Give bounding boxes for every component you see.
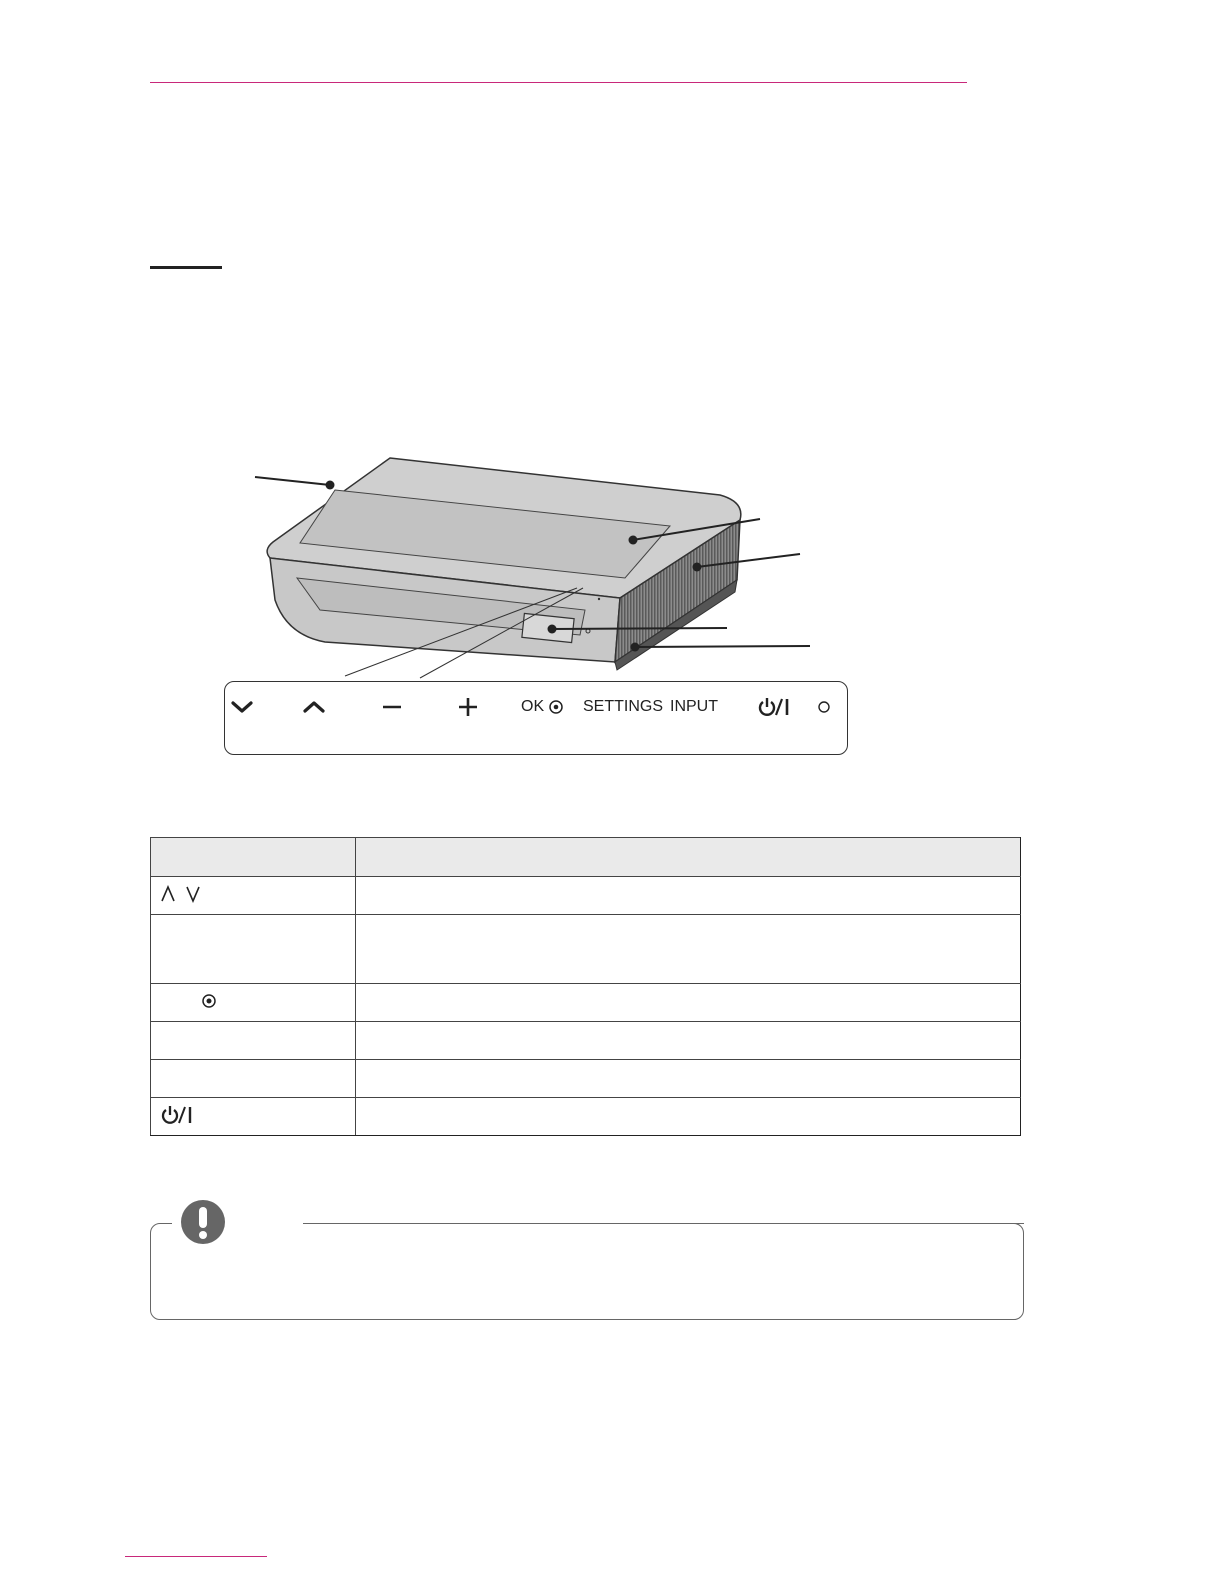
control-panel: [224, 681, 848, 755]
table-cell-key: [151, 1022, 356, 1060]
table-cell-key: [151, 877, 356, 915]
table-row: [151, 1060, 1021, 1098]
footer-rule: [125, 1556, 267, 1557]
volume-up-button[interactable]: [455, 694, 481, 720]
minus-icon: [379, 697, 405, 717]
table-header-button: [151, 838, 356, 877]
table-cell-description: [356, 984, 1021, 1022]
down-button[interactable]: [229, 694, 255, 720]
exclamation-icon: [180, 1199, 226, 1245]
note-box: [150, 1223, 1024, 1320]
header-rule: [150, 82, 967, 83]
ok-target-icon: [548, 699, 564, 715]
table-row: [151, 915, 1021, 984]
table-row: [151, 877, 1021, 915]
table-row: [151, 1022, 1021, 1060]
table-cell-description: [356, 1098, 1021, 1136]
controls-table: [150, 837, 1021, 1136]
table-header-description: [356, 838, 1021, 877]
table-cell-description: [356, 1060, 1021, 1098]
input-button[interactable]: INPUT: [670, 698, 718, 715]
table-cell-key: [151, 1060, 356, 1098]
chevron-up-icon: [301, 697, 327, 717]
table-row: [151, 984, 1021, 1022]
projector-body: [267, 458, 741, 670]
table-cell-description: [356, 1022, 1021, 1060]
volume-down-button[interactable]: [379, 694, 405, 720]
section-heading-underline: [150, 266, 222, 269]
power-icon: [159, 1105, 195, 1125]
power-indicator: [817, 694, 831, 720]
table-row: [151, 1098, 1021, 1136]
up-down-arrows-icon: [159, 885, 207, 903]
indicator-circle-icon: [817, 700, 831, 714]
chevron-down-icon: [229, 697, 255, 717]
table-cell-description: [356, 915, 1021, 984]
power-button[interactable]: [757, 694, 791, 720]
power-icon: [757, 697, 791, 717]
plus-icon: [455, 697, 481, 717]
table-cell-description: [356, 877, 1021, 915]
table-cell-key: [151, 984, 356, 1022]
settings-button[interactable]: SETTINGS: [583, 698, 664, 715]
ok-target-icon: [201, 993, 217, 1009]
table-header-row: [151, 838, 1021, 877]
table-cell-key: [151, 915, 356, 984]
up-button[interactable]: [301, 694, 327, 720]
projector-diagram: [225, 450, 825, 690]
table-cell-key: [151, 1098, 356, 1136]
note-header-rule: [303, 1223, 1024, 1224]
ok-button[interactable]: [521, 694, 564, 720]
ok-label: OK: [521, 698, 545, 715]
